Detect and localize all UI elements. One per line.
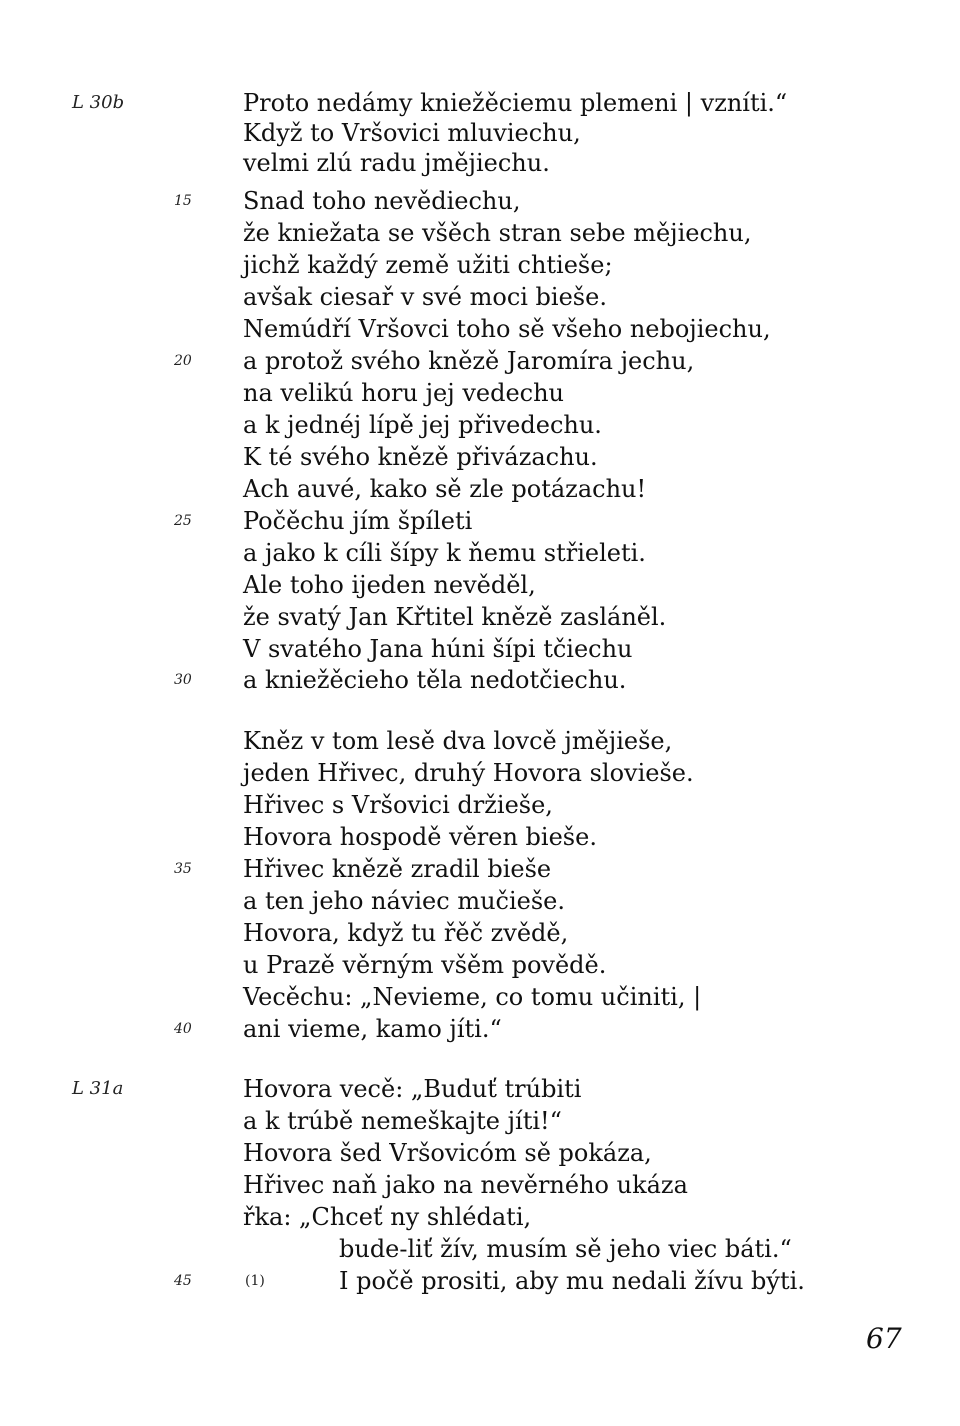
page-number: 67 xyxy=(866,1322,902,1355)
verse-text: avšak ciesař v své moci bieše. xyxy=(243,283,607,311)
verse-text: u Prazě věrným všěm povědě. xyxy=(243,951,607,979)
verse-text: Počěchu jím špíleti xyxy=(243,507,473,535)
verse-text: Hovora šed Vršovicóm sě pokáza, xyxy=(243,1139,652,1167)
verse-text: Hovora, když tu řěč zvědě, xyxy=(243,919,569,947)
verse-text: a k trúbě nemeškajte jíti!“ xyxy=(243,1107,562,1135)
verse-text: Hovora hospodě věren bieše. xyxy=(243,823,597,851)
verse-text: ani vieme, kamo jíti.“ xyxy=(243,1015,502,1043)
verse-text: a kniežěcieho těla nedotčiechu. xyxy=(243,666,627,694)
line-number: 35 xyxy=(174,861,192,877)
verse-text: jichž každý země užiti chtieše; xyxy=(243,251,613,279)
verse-text: Hřivec naň jako na nevěrného ukáza xyxy=(243,1171,688,1199)
verse-text: a k jednéj lípě jej přivedechu. xyxy=(243,411,602,439)
verse-text: Snad toho nevědiechu, xyxy=(243,187,521,215)
verse-text: Kněz v tom lesě dva lovcě jmějieše, xyxy=(243,727,673,755)
line-number: 20 xyxy=(174,353,192,369)
verse-text: Hřivec knězě zradil bieše xyxy=(243,855,552,883)
verse-text: K té svého knězě přivázachu. xyxy=(243,443,598,471)
gloss-marker: (1) xyxy=(245,1273,265,1289)
verse-text: Ach auvé, kako sě zle potázachu! xyxy=(243,475,647,503)
verse-text: a ten jeho náviec mučieše. xyxy=(243,887,566,915)
line-number: 40 xyxy=(174,1021,192,1037)
verse-text: že svatý Jan Křtitel knězě zasláněl. xyxy=(243,603,667,631)
verse-text: Proto nedámy kniežěciemu plemeni | vzníti.“ xyxy=(243,89,788,117)
line-number: 45 xyxy=(174,1273,192,1289)
verse-text: Vecěchu: „Nevieme, co tomu učiniti, | xyxy=(243,983,702,1011)
line-number: 15 xyxy=(174,193,192,209)
leaf-reference: L 31a xyxy=(72,1078,124,1099)
verse-text: Když to Vršovici mluviechu, xyxy=(243,119,581,147)
line-number: 30 xyxy=(174,672,192,688)
verse-text: I počě prositi, aby mu nedali žívu býti. xyxy=(339,1267,805,1295)
verse-text: Ale toho ijeden nevěděl, xyxy=(243,571,536,599)
verse-text: V svatého Jana húni šípi tčiechu xyxy=(243,635,633,663)
verse-text: a jako k cíli šípy k ňemu střieleti. xyxy=(243,539,646,567)
line-number: 25 xyxy=(174,513,192,529)
verse-text: řka: „Chceť ny shlédati, xyxy=(243,1203,532,1231)
verse-text: a protož svého knězě Jaromíra jechu, xyxy=(243,347,695,375)
verse-text: jeden Hřivec, druhý Hovora slovieše. xyxy=(243,759,694,787)
leaf-reference: L 30b xyxy=(72,92,125,113)
verse-text: že kniežata se všěch stran sebe mějiechu, xyxy=(243,219,752,247)
verse-text: velmi zlú radu jmějiechu. xyxy=(243,149,550,177)
verse-text: Nemúdří Vršovci toho sě všeho nebojiechu, xyxy=(243,315,771,343)
verse-text: bude-liť žív, musím sě jeho viec báti.“ xyxy=(339,1235,792,1263)
verse-text: na velikú horu jej vedechu xyxy=(243,379,564,407)
verse-text: Hřivec s Vršovici držieše, xyxy=(243,791,553,819)
verse-text: Hovora vecě: „Buduť trúbiti xyxy=(243,1075,582,1103)
